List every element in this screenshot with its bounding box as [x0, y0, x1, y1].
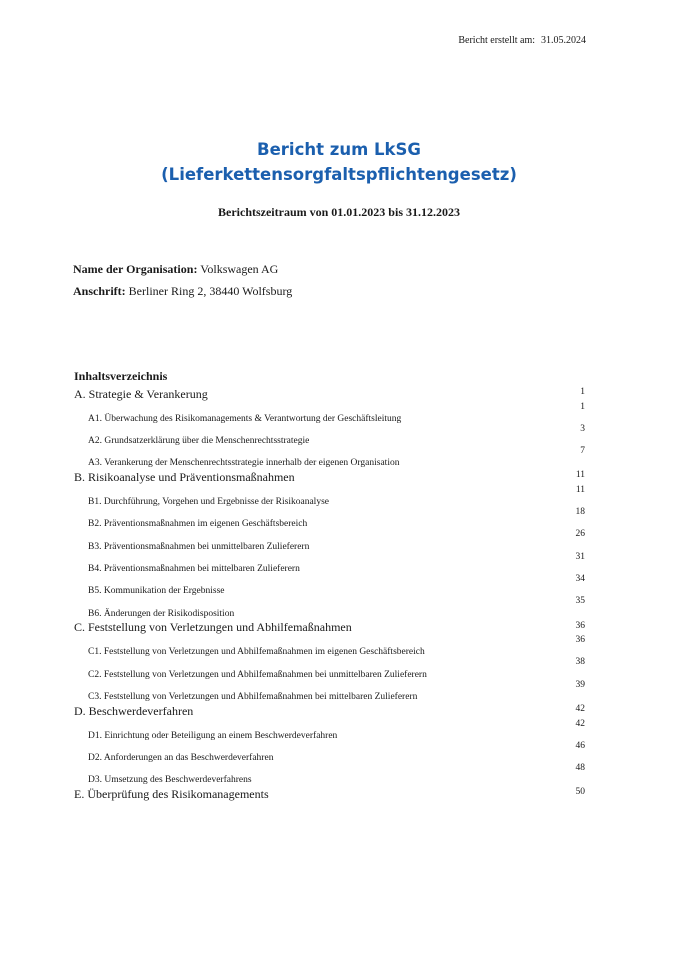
- title-line-2: (Lieferkettensorgfaltspflichtengesetz): [161, 165, 517, 184]
- toc-subsection[interactable]: [74, 507, 586, 529]
- toc-entry-label: B5. Kommunikation der Ergebnisse: [88, 586, 225, 597]
- toc-entry-label: B2. Präventionsmaßnahmen im eigenen Geschäftsbereich: [88, 519, 308, 530]
- toc-entry-label: A. Strategie & Verankerung: [74, 386, 208, 401]
- organisation-address-row: [73, 280, 292, 302]
- toc-entry-page: 11: [575, 484, 585, 495]
- toc-section[interactable]: [74, 785, 586, 802]
- toc-entry-page: 42: [575, 704, 585, 715]
- toc-section[interactable]: [74, 385, 586, 402]
- toc-entry-label: A3. Verankerung der Menschenrechtsstrategie innerhalb der eigenen Organisation: [88, 458, 400, 469]
- table-of-contents: [74, 367, 586, 802]
- toc-entry-label: C2. Feststellung von Verletzungen und Abhilfemaßnahmen bei unmittelbaren Zulieferern: [88, 669, 427, 680]
- toc-subsection[interactable]: [74, 485, 586, 507]
- created-label: Bericht erstellt am:: [458, 35, 535, 46]
- toc-entry-label: D1. Einrichtung oder Beteiligung an einem Beschwerdeverfahren: [88, 730, 338, 741]
- toc-entry-page: 46: [575, 740, 585, 751]
- toc-entry-label: B4. Präventionsmaßnahmen bei mittelbaren Zulieferern: [88, 564, 300, 575]
- toc-entry-page: 48: [575, 763, 585, 774]
- organisation-info: [73, 258, 292, 302]
- toc-entry-page: 26: [575, 529, 585, 540]
- toc-subsection[interactable]: [74, 552, 586, 574]
- toc-entry-page: 1: [580, 387, 585, 397]
- toc-entry-label: C. Feststellung von Verletzungen und Abhilfemaßnahmen: [74, 620, 352, 635]
- report-created-date: [458, 35, 586, 46]
- toc-list: [74, 385, 586, 802]
- toc-entry-label: C3. Feststellung von Verletzungen und Abhilfemaßnahmen bei mittelbaren Zulieferern: [88, 692, 418, 703]
- toc-entry-label: A2. Grundsatzerklärung über die Menschenrechtsstrategie: [88, 436, 310, 447]
- organisation-address-value: Berliner Ring 2, 38440 Wolfsburg: [128, 284, 293, 298]
- toc-entry-page: 1: [580, 401, 585, 412]
- toc-section[interactable]: [74, 619, 586, 636]
- toc-entry-label: B6. Änderungen der Risikodisposition: [88, 608, 235, 619]
- toc-section[interactable]: [74, 702, 586, 719]
- toc-entry-label: B. Risikoanalyse und Präventionsmaßnahmen: [74, 469, 295, 484]
- reporting-period: Berichtszeitraum von 01.01.2023 bis 31.12.2023: [218, 205, 460, 219]
- toc-entry-page: 11: [575, 470, 585, 481]
- toc-entry-page: 34: [575, 574, 585, 585]
- toc-entry-page: 38: [575, 657, 585, 668]
- toc-entry-label: C1. Feststellung von Verletzungen und Abhilfemaßnahmen im eigenen Geschäftsbereich: [88, 647, 425, 658]
- toc-entry-page: 3: [580, 423, 585, 434]
- toc-subsection[interactable]: [74, 446, 586, 468]
- toc-entry-label: B3. Präventionsmaßnahmen bei unmittelbaren Zulieferern: [88, 541, 310, 552]
- toc-entry-page: 42: [575, 718, 585, 729]
- toc-subsection[interactable]: [74, 424, 586, 446]
- toc-entry-label: D. Beschwerdeverfahren: [74, 703, 194, 718]
- organisation-name-label: Name der Organisation:: [73, 262, 198, 276]
- toc-entry-page: 31: [575, 551, 585, 562]
- toc-entry-label: B1. Durchführung, Vorgehen und Ergebnisse der Risikoanalyse: [88, 497, 329, 508]
- toc-entry-page: 50: [575, 787, 585, 798]
- toc-entry-page: 35: [575, 596, 585, 607]
- toc-subsection[interactable]: [74, 402, 586, 424]
- report-title: [0, 137, 678, 187]
- toc-entry-page: 39: [575, 679, 585, 690]
- toc-subsection[interactable]: [74, 635, 586, 657]
- organisation-name-value: Volkswagen AG: [200, 262, 279, 276]
- toc-entry-label: D2. Anforderungen an das Beschwerdeverfahren: [88, 753, 274, 764]
- toc-subsection[interactable]: [74, 657, 586, 679]
- toc-entry-label: A1. Überwachung des Risikomanagements & Verantwortung der Geschäftsleitung: [88, 413, 402, 424]
- toc-entry-page: 7: [580, 446, 585, 457]
- toc-entry-label: E. Überprüfung des Risikomanagements: [74, 786, 269, 801]
- toc-entry-page: 36: [575, 620, 585, 631]
- organisation-name-row: [73, 258, 292, 280]
- toc-entry-label: D3. Umsetzung des Beschwerdeverfahrens: [88, 775, 252, 786]
- toc-section[interactable]: [74, 468, 586, 485]
- toc-entry-page: 18: [575, 507, 585, 518]
- toc-subsection[interactable]: [74, 763, 586, 785]
- toc-subsection[interactable]: [74, 529, 586, 551]
- created-date: 31.05.2024: [541, 35, 586, 46]
- organisation-address-label: Anschrift:: [73, 284, 126, 298]
- toc-subsection[interactable]: [74, 680, 586, 702]
- title-line-1: Bericht zum LkSG: [257, 140, 421, 159]
- toc-heading: Inhaltsverzeichnis: [74, 369, 168, 383]
- toc-subsection[interactable]: [74, 719, 586, 741]
- toc-entry-page: 36: [575, 635, 585, 646]
- toc-subsection[interactable]: [74, 741, 586, 763]
- toc-subsection[interactable]: [74, 574, 586, 596]
- toc-subsection[interactable]: [74, 596, 586, 618]
